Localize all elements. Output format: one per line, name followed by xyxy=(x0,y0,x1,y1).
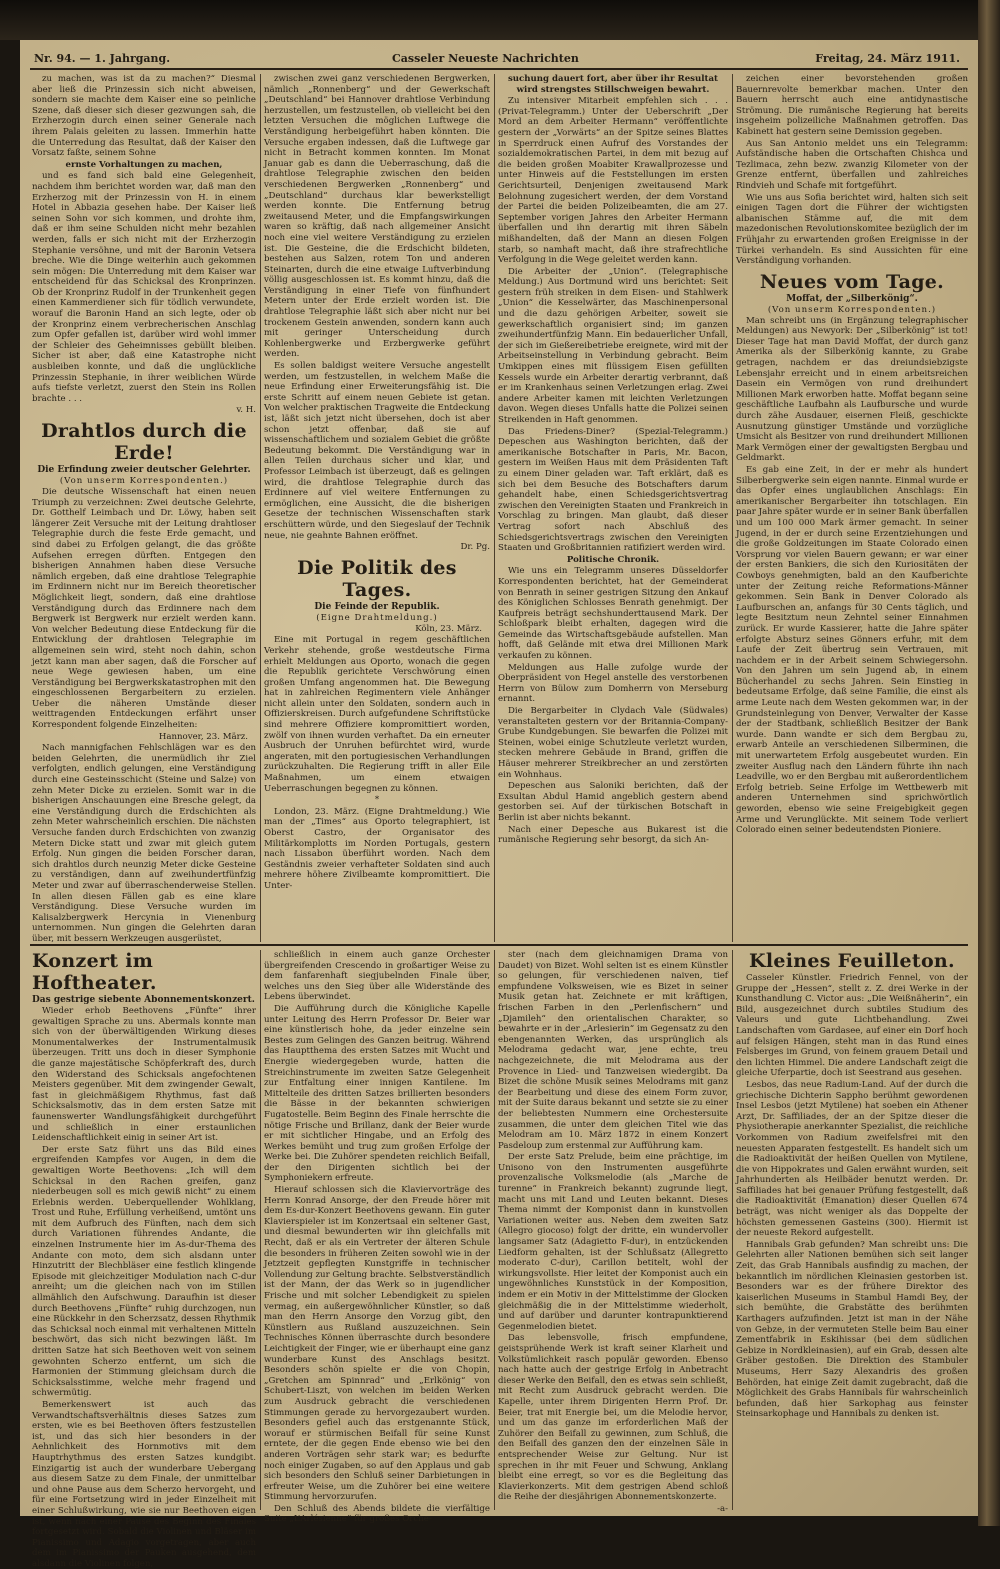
byline: (Von unserm Korrespondenten.) xyxy=(767,304,937,315)
dateline: Köln, 23. März. xyxy=(415,623,482,634)
column-1 xyxy=(32,74,256,942)
column-rule xyxy=(260,74,261,942)
column-rule xyxy=(732,74,733,942)
bottom-column-1 xyxy=(32,950,256,1569)
subheadline: Das gestrige siebente Abonnementskonzert. xyxy=(32,995,255,1005)
headline-feuilleton: Kleines Feuilleton. xyxy=(749,950,955,972)
article-subheading: ernste Vorhaltungen zu machen, xyxy=(65,159,223,170)
article-text: Hannibals Grab gefunden? Man schreibt uns: Die Gelehrten aller Nationen bemühen sich seit langer Zeit, das Grab Hannibals ausfindig zu machen, der bekanntlich im nördlichen Kleinasien gestorben ist. Besonders war es der frühere Direktor des kaiserlichen Museums in Stambul Hamdi Bey, der sich bemühte, die Grabstätte des berühmten Karthagers aufzufinden. Jetzt ist man in der Nähe von Gebze, in der vermuteten Stelle beim Bau einer Zementfabrik in Eskihissar (bei dem südlichen Gebize in Nordkleinasien), auf ein Grab, dessen alte Gräber gestoßen. Die Direktion des Stambuler Museums, Herr Sazy Alexandris des großen Behörden, hat einige Zeit damit zugebracht, daß die Möglichkeit des Grabs Hannibals für wahrscheinlich befunden, daß hier Sarkophag aus feinster Steinsarkophage und Hannibals zu denken ist. xyxy=(736,1239,968,1420)
article-text: Nach mannigfachen Fehlschlägen war es den beiden Gelehrten, die unermüdlich ihr Ziel verfolgten, endlich gelungen, eine Verständigung durch eine Gesteinsschicht (Steine und Salze) von zehn Meter Dicke zu erzielen. Somit war in die bisherigen Anschauungen eine Bresche gelegt, da eine Verständigung durch die Erdschichten als zehn Meter wahrscheinlich erschien. Die nächsten Versuche fanden durch Erdschichten von zwanzig Metern Dicke statt und zwar mit gleich gutem Erfolg. Nun gingen die beiden Forscher daran, sich drahtlos durch neunzig Meter dicke Gesteine zu verständigen, dann auf zweihundertfünfzig Meter und zwar auf überraschenderweise Stellen. In allen diesen Fällen gab es eine klare Verständigung. Diese Versuche wurden im Kalisalzbergwerk Hercynia in Vienenburg unternommen. Nun gingen die Gelehrten daran über, mit bessern Werkzeugen ausgerüstet, xyxy=(32,743,256,944)
article-text: suchung dauert fort, aber über ihr Resultat wird strengstes Stillschweigen bewahrt. xyxy=(507,74,719,95)
issue-number: Nr. 94. — 1. Jahrgang. xyxy=(34,52,171,65)
headline-politik: Die Politik des Tages. xyxy=(297,556,457,601)
bottom-column-2 xyxy=(264,950,490,1525)
column-rule xyxy=(494,74,495,942)
scan-top-border xyxy=(0,0,1000,40)
article-text: Wie uns aus Sofia berichtet wird, halten sich seit einigen Tagen dort die Führer der wichtigsten albanischen Stämme auf, die mit dem mazedonischen Revolutionskomitee bezüglich der im Frühjahr zu erwartenden großen Ereignisse in der Türkei verhandeln. Es sind Aussichten für eine Verständigung vorhanden. xyxy=(736,192,968,267)
article-text: Die Aufführung durch die Königliche Kapelle unter Leitung des Herrn Professor Dr. Beier war eine künstlerisch hohe, da jeder einzelne sein Bestes zum Gelingen des Ganzen beitrug. Während das Hauptthema des ersten Satzes mit Wucht und Energie wiedergegeben wurde, hatten die Streichinstrumente im zweiten Satze Gelegenheit zur Entfaltung einer innigen Kantilene. Im Mittelteile des dritten Satzes brillierten besonders die Bässe in der bekannten schwierigen Fugatostelle. Beim Beginn des Finale herrschte die nötige Frische und Brillanz, dank der Beier wurde er mit sichtlicher Hingabe, und an Erfolg des Werkes bemüht und trug zum großen Erfolge der Werke bei. Die Zuhörer spendeten reichlich Beifall, der den Dirigenten sichtlich bei der Symphoniekern erfreute. xyxy=(264,1003,490,1184)
column-3 xyxy=(498,74,728,942)
headline-drahtlos: Drahtlos durch die Erde! xyxy=(41,420,247,464)
article-text: Eine mit Portugal in regem geschäftlichen Verkehr stehende, große westdeutsche Firma erhielt Meldungen aus Oporto, wonach die gegen die Republik gerichtete Verschwörung einen großen Umfang angenommen hat. Die Bewegung hat in zahlreichen Regimentern viele Anhänger nicht allein unter den Soldaten, sondern auch in Offizierskreisen. Durch aufgefundene Schriftstücke sind mehrere Offiziere kompromittiert worden, zwölf von ihnen wurden verhaftet. Da ein erneuter Ausbruch der Unruhen befürchtet wird, wurde angeraten, mit den portugiesischen Verhandlungen zurückzuhalten. Die Regierung trifft in aller Eile Maßnahmen, um einem etwaigen Ueberraschungen begegnen zu können. xyxy=(264,635,490,794)
author-signature: -a- xyxy=(717,1503,728,1514)
subheadline: Moffat, der „Silberkönig“. xyxy=(786,293,918,304)
column-4 xyxy=(736,74,968,942)
article-text: Den Schluß des Abends bildete die vierfältige Suite „L’Arlésienne“ für großes Orche- xyxy=(264,1503,490,1525)
article-text: Das lebensvolle, frisch empfundene, geistsprühende Werk ist kraft seiner Klarheit und Volkstümlichkeit rasch populär geworden. Ebenso nach hatte auch der gestrige Erfolg in Anbetracht dieser Werke den Beifall, den es etwas sein schließt, mit Recht zum Ausdruck gebracht werden. Die Kapelle, unter ihrem Dirigenten Herrn Prof. Dr. Beier, trat mit Energie bei, um die Melodie hervor, und um das ganze im erforderlichen Maß der Zuhörer den Beifall zu gewinnen, zum Schluß, die den Beifall des ganzen den der einzelnen Säle in entsprechender Weise zur Geltung. Nur ist sprechen in ihr mit Feuer und Schwung, Anklang bleibt eine erregt, so vor es die Begleitung das Klavierkonzerts. Mit dem gestrigen Abend schloß die Reihe der diesjährigen Abonnementskonzerte. xyxy=(498,1333,728,1503)
article-text: Zu intensiver Mitarbeit empfehlen sich . . . (Privat-Telegramm.) Unter der Ueberschrift „Der Mord an dem Arbeiter Hermann“ veröffentlichte gestern der „Vorwärts“ an der Spitze seines Blattes in Sperrdruck einen Aufruf des Vorstandes der sozialdemokratischen Partei, in dem mit bezug auf die beiden großen Moabiter Krawallprozesse und unter Hinweis auf die Feststellungen im ersten Gerichtsurteil, Denjenigen zweitausend Mark Belohnung zugesichert werden, der dem Vorstand der Partei die beiden Polizeibeamten, die am 27. September vorigen Jahres den Arbeiter Hermann überfallen und ihn derartig mit ihren Säbeln mißhandelten, daß der Mann an diesen Folgen starb, so namhaft macht, daß ihre strafrechtliche Verfolgung in die Wege geleitet werden kann. xyxy=(498,96,728,266)
section-heading: Politische Chronik. xyxy=(566,554,660,565)
article-text: zu machen, was ist da zu machen?“ Diesmal aber ließ die Prinzessin sich nicht abweisen, sondern sie machte dem Kaiser eine so peinliche Szene, daß dieser sich dieser gezwungen sah, die Erzherzogin durch einen seiner Generale nach ihrem Palais geleiten zu lassen. Immerhin hatte die Unterredung das Resultat, daß der Kaiser den Vorsatz faßte, seinem Sohne xyxy=(32,74,256,159)
article-text: Hierauf schlossen sich die Klaviervorträge des Herrn Konrad Ansorge, der den Freude hörer mit dem Es-dur-Konzert Beethovens gewann. Ein guter Klavierspieler ist im Konzertsaal ein seltener Gast, und diesmal bewunderten wir ihn gleichfalls mit Recht, daß er als ein Vertreter der älteren Schule die besonders in früheren Zeiten sowohl wie in der Jetztzeit gepflegten Kunstgriffe in technischer Vollendung zur Geltung brachte. Selbstverständlich ist der Mann, der das Werk so in jugendlicher Frische und mit solcher Lebendigkeit zu spielen vermag, ein außergewöhnlicher Künstler, so daß man den Herrn Ansorge den Vorzug gibt, den Künstlern aus Rußland auszuzeichnen. Sein Technisches Können überraschte durch besondere Leichtigkeit der Finger, wie er überhaupt eine ganz wunderbare Kunst des Anschlags besitzt. Besonders schön spielte er die von Chopin, „Gretchen am Spinnrad“ und „Erlkönig“ von Schubert-Liszt, von welchen im beiden Werken zum Ausdruck gebracht die verschiedenen Stimmungen gerade zu hervorgezaubert wurden. Besonders gefiel auch das erstgenannte Stück, worauf er stürmischen Beifall für seine Kunst erntete, der die gegen Ende ebenso wie bei den anderen Vorträgen sehr stark war; es bedurfte noch einiger Zugaben, so auf den Applaus und gab sich besonders den Schluß seiner Darbietungen in erfreuter Weise, um die Zuhörer bei eine weitere Stimmung hervorzurufen. xyxy=(264,1185,490,1503)
issue-date: Freitag, 24. März 1911. xyxy=(815,52,960,65)
article-text: Depeschen aus Saloniki berichten, daß der Exsultan Abdul Hamid angeblich gestern abend gestorben sei. Auf der türkischen Botschaft in Berlin ist aber nichts bekannt. xyxy=(498,781,728,823)
masthead: Casseler Neueste Nachrichten xyxy=(392,52,579,65)
headline-konzert: Konzert im Hoftheater. xyxy=(32,950,157,994)
author-signature: Dr. Pg. xyxy=(460,542,490,553)
subheadline: Die Erfindung zweier deutscher Gelehrter. xyxy=(37,465,251,475)
article-text: Wieder erhob Beethovens „Fünfte“ ihrer gewaltigen Sprache zu uns. Abermals konnte man sich von der überwältigenden Wirkung dieses Monumentalwerkes der Instrumentalmusik überzeugen. Tritt uns doch in dieser Symphonie die ganze majestätische Schöpferkraft des, durch den Widerstand des Schicksals angefochtenen Meisters gegenüber. Mit dem zwingender Gewalt, fast in gleichmäßigem Rhythmus, fast daß Schicksalsmotiv, das in dem ersten Satze mit faunenswerter Wandlungsfähigkeit durchgeführt und schließlich in einer erstaunlichen Leidenschaftlichkeit einig in seiner Art ist. xyxy=(32,1006,256,1144)
article-text: Die Bergarbeiter in Clydach Vale (Südwales) veranstalteten gestern vor der Britannia-Company-Grube Kundgebungen. Sie bewarfen die Polizei mit Steinen, wobei einige Schutzleute verletzt wurden, stecken mehrere Gebäude in Brand, griffen die Häuser mehrerer Streikbrecher an und zerstörten ein Wohnhaus. xyxy=(498,706,728,780)
bottom-column-4 xyxy=(736,950,968,1510)
article-text: zeichen einer bevorstehenden großen Bauernrevolte bemerkbar machen. Unter den Bauern herrscht auch eine antidynastische Strömung. Die rumänische Regierung hat bereits insgeheim polizeiliche Maßnahmen getroffen. Das Kabinett hat gestern seine Demission gegeben. xyxy=(736,74,968,137)
column-rule xyxy=(494,950,495,1510)
article-text: ster (nach dem gleichnamigen Drama von Daudet) von Bizet. Wohl selten ist es einem Künstler so gelungen, für verschiedenen naiven, tief empfundene Volksweisen, wie es Bizet in seiner Musik getan hat. Zeichnete er mit kräftigen, frischen Farben in den „Perlenfischern“ und „Djamileh“ den orientalischen Charakter, so bewahrte er in der „Arlesierin“ im Gegensatz zu den ebengenannten Werken, das ursprünglich als Melodrama gedacht war, jene echte, treu nachgezeichnete, die mit Melodrama aus der Provence in Lied- und Tanzweisen wiedergibt. Da Bizet die schöne Musik seines Melodrams mit ganz der Bearbeitung und diese des einem Form zuvor, mit der Suite daraus bekannt und setzte sie zu einer der beliebtesten Nummern eine Orchestersuite zusammen, die unter dem gleichen Titel wie das Melodram am 10. März 1872 in einem Konzert Pasdeloup zum erstenmal zur Aufführung kam. xyxy=(498,950,728,1151)
newspaper-page xyxy=(20,40,978,1569)
article-text: Lesbos, das neue Radium-Land. Auf der durch die griechische Dichterin Sappho berühmt gewordenen Insel Lesbos (jetzt Mytilene) hat soeben ein Athener Arzt, Dr. Saffiliades, der an der Spitze dieser die Physiotherapie anerkannter Spezialist, die reichliche Vorkommen von Radium zweifelsfrei mit den neuesten Apparaten festgestellt. Es handelt sich um die Radioaktivität der heißen Quellen von Mytilene, die von Hippokrates und Galen erwähnt wurden, seit Jahrhunderten als Heilbäder benutzt werden. Dr. Saffiliades hat bei genauer Prüfung festgestellt, daß die Radioaktivität (Emanation) dieser Quellen 674 beträgt, was nicht weniger als das Doppelte der höchsten gemessenen Gasteins (300). Hiermit ist der neueste Rekord aufgestellt. xyxy=(736,1079,968,1239)
bottom-column-3 xyxy=(498,950,728,1514)
article-text: Der erste Satz Prelude, beim eine prächtige, im Unisono von den Instrumenten ausgeführte provenzalische Volksmelodie (als „Marche de turenne“ in Frankreich bekannt) zugrunde liegt, macht uns mit Land und Leuten bekannt. Dieses Thema nimmt der Komponist dann in kunstvollen Variationen weiter aus. Neben dem zweiten Satz (Allegro giocoso) folgt der dritte, ein wundervoller langsamer Satz (Adagietto F-dur), in entzückenden Liedform gehalten, ist der Schlußsatz (Allegretto moderato C-dur), Carillon betitelt, wohl der wirkungsvollste. Hier leitet der Komponist auch ein ungewöhnliches Kunststück in der Komposition, indem er ein Motiv in der Mittelstimme der Glocken gleichmäßig die in der Mittelstimme wiederholt, und auf darüber und darunter kontrapunktierend Gegenmelodien bietet. xyxy=(498,1152,728,1332)
article-text: schließlich in einem auch ganze Orchester übergreifenden Crescendo in großartiger Weise zu dem fanfarenhaft siegjubelnden Finale über, welches uns den Sieg über alle Widerstände des Lebens überwindet. xyxy=(264,950,490,1003)
column-rule xyxy=(260,950,261,1510)
article-text: Wie uns ein Telegramm unseres Düsseldorfer Korrespondenten berichtet, hat der Gemeinderat von Benrath in seiner gestrigen Sitzung den Ankauf des Königlichen Schlosses Benrath genehmigt. Der Kaufpreis beträgt sechshunderttausend Mark. Der Schloßpark bleibt erhalten, dagegen wird die Gemeinde das Wirtschaftsgebäude aufstellen. Man hofft, daß Gelände mit etwa drei Millionen Mark verkaufen zu können. xyxy=(498,566,728,662)
separator-star: * xyxy=(374,795,380,806)
article-text: Casseler Künstler. Friedrich Fennel, von der Gruppe der „Hessen“, stellt z. Z. drei Werke in der Kunsthandlung C. Victor aus: „Die Weißnäherin“, ein Bild, ausgezeichnet durch subtiles Studium des Valeurs und gute Lichtbehandlung. Zwei Landschaften vom Gardasee, auf einer ein Dorf hoch auf felsigen Hängen, steht man in das Rund eines Felsberges im Grund, von feinem grauem Detail und den lichten Himmel. Die andere Landschaft zeigt die gleiche Uferpartie, doch ist Seestrand aus gesehen. xyxy=(736,973,968,1079)
article-text: Aus San Antonio meldet uns ein Telegramm: Aufständische haben die Ortschaften Chishca und Tezlimaca, zehn bezw. zwanzig Kilometer von der Grenze entfernt, überfallen und zahlreiches Rindvieh und Schafe mit fortgeführt. xyxy=(736,138,968,191)
article-text: zwischen zwei ganz verschiedenen Bergwerken, nämlich „Ronnenberg“ und der Gewerkschaft „Deutschland“ bei Hannover drahtlose Verbindung herzustellen, um festzustellen, ob vielleicht bei den letzten Versuchen die möglichen Luftwege die Verständigung herbeigeführt haben könnten. Die Versuche ergaben indessen, daß die Luftwege gar nicht in Betracht kommen konnten. Im Monat Januar gab es dann die Ueberraschung, daß die drahtlose Telegraphie zwischen den beiden verschiedenen Bergwerken „Ronnenberg“ und „Deutschland“ durchaus klar bewerkstelligt werden konnte. Die Entfernung betrug zweitausend Meter, und die Empfangswirkungen waren so kräftig, daß nach allgemeiner Ansicht noch eine viel weitere Verständigung zu erzielen ist. Die Gesteine, die die Erdschicht bildeten, bestehen aus Salzen, rotem Ton und anderen Steinarten, durch die eine etwaige Luftverbindung völlig ausgeschlossen ist. Es kommt hinzu, daß die Verständigung in einer Tiefe von fünfhundert Metern unter der Erde erzielt worden ist. Die drahtlose Telegraphie läßt sich aber nicht nur bei trockenem Gestein anwenden, sondern kann auch mit geringer Unterscheidung durch Kohlenbergwerke und Erzbergwerke geführt werden. xyxy=(264,74,490,360)
article-text: Bemerkenswert ist auch das Verwandtschaftsverhältnis dieses Satzes zum ersten, wie es bei Beethoven öfters festzustellen ist, und das sich hier besonders in der Aehnlichkeit des Hornmotivs mit dem Hauptrhythmus des ersten Satzes kundgibt. Einzigartig ist auch der wunderbare Uebergang aus diesem Satze zu dem Finale, der unmittelbar und ohne Pause aus dem Scherzo hervorgeht, und für eine Fortsetzung wird in jeder Einzelheit mit einer Schlußwirkung, wie sie nur Beethoven eigen ist, wenn nach einer Pause des Beginn des Finales fortgesetzt wird. Sobald die Violinen und Bläser im Pianissimo und Adagio vorgetragen, aber auch dem im Pianissimo der Pauken ausgehend, dem alsdann die Violinen folgen, xyxy=(32,1399,256,1569)
header-rule xyxy=(30,68,968,70)
dateline: Hannover, 23. März. xyxy=(158,731,248,742)
byline: (Eigne Drahtmeldung.) xyxy=(316,612,438,623)
article-text: Der erste Satz führt uns das Bild eines ergreifenden Kampfes vor Augen, in dem die gewaltigen Worte Beethovens: „Ich will dem Schicksal in den Rachen greifen, ganz niederbeugen soll es mich gewiß nicht“ zu einem Erlebnis werden. Ueberquellender Wohlklang, Trost und Ruhe, Erfüllung verheißend, umtönt uns mit dem Aufbruch des Fünften, nach dem sich durch Variationen führendes Andante, die einzelnen Instrumente hier im As-dur-Thema des Andante con moto, dem sich alsdann unter Hinzutritt der Blechbläser eine festlich klingende Episode mit gleichzeitiger Modulation nach C-dur anreiht; um die gleichen nach von im Stillen allmählich den Aufschwung. Daraufhin ist dieser durch Beethovens „Fünfte“ ruhig durchzogen, nun eine Rückkehr in den Scherzsatz, dessen Rhythmik das Schicksal noch einmal mit verhaltenen Mitteln beschwört, das sich nicht bezwingen läßt. Im dritten Satze hat sich Beethoven weit von seinem gewohnten Scherzo entfernt, um sich die Harmonien der Stimmung gleichsam durch die Schicksalsstimme, welche mehr fragend und schwermütig. xyxy=(32,1144,256,1399)
byline: (Von unserm Korrespondenten.) xyxy=(59,476,229,486)
scan-right-edge xyxy=(978,0,1000,1526)
article-text: Nach einer Depesche aus Bukarest ist die rumänische Regierung sehr besorgt, da sich An- xyxy=(498,824,728,846)
article-text: Das Friedens-Diner? (Spezial-Telegramm.) Depeschen aus Washington berichten, daß der amerikanische Botschafter in Paris, Mr. Bacon, gestern im Weißen Haus mit dem Präsidenten Taft zu einem Diner geladen war. Taft erklärt, daß es sich bei dem Besuche des Botschafters darum gehandelt habe, einen Schiedsgerichtsvertrag zwischen den Vereinigten Staaten und Frankreich in Vorschlag zu bringen. Man glaubt, daß dieser Vertrag sofort nach Abschluß des Schiedsgerichtsvertrags zwischen den Vereinigten Staaten und Großbritannien ratifiziert werden wird. xyxy=(498,426,728,554)
article-text: Man schreibt uns (in Ergänzung telegraphischer Meldungen) aus Newyork: Der „Silberkönig“ ist tot! Dieser Tage hat man David Moffat, der durch ganz Amerika als der Silberkönig kannte, zu Grabe getragen, nachdem er das dreiundsiebzigste Lebensjahr erreicht und in einem arbeitsreichen Dasein ein Vermögen von rund dreihundert Millionen Mark erworben hatte. Moffat begann seine geschäftliche Laufbahn als Laufbursche und wurde durch zähe Ausdauer, eisernen Fleiß, geschickte Ausnutzung günstiger Umstände und vorzügliche Umsicht als Besitzer von rund dreihundert Millionen Mark Vermögen einer der gewaltigsten Bergbau und Geldmarkt. xyxy=(736,315,968,464)
author-signature: v. H. xyxy=(236,405,256,416)
article-text: London, 23. März. (Eigne Drahtmeldung.) Wie man der „Times“ aus Oporto telegraphiert, ist Oberst Castro, der Organisator des Militärkomplotts im Norden Portugals, gestern nach Lissabon überführt worden. Nach dem Geständnis zweier verhafteter Soldaten sind auch mehrere höhere Zivilbeamte kompromittiert. Die Unter- xyxy=(264,806,490,891)
subheadline: Die Feinde der Republik. xyxy=(314,601,440,612)
column-rule xyxy=(732,950,733,1510)
article-text: Meldungen aus Halle zufolge wurde der Oberpräsident von Hegel anstelle des verstorbenen Herrn von Bülow zum Domherrn von Merseburg ernannt. xyxy=(498,662,728,705)
article-text: Es gab eine Zeit, in der er mehr als hundert Silberbergwerke sein eigen nannte. Einmal wurde er das Opfer eines unglaublichen Anschlags: Ein amerikanischer Bergarbeiter ihn totschlagen. Ein paar Jahre später wurde er in seiner Bank überfallen und um 100 000 Mark ärmer gemacht. In seiner Jugend, in der er durch seine Erzentziehungen und die große Goldzeitungen im Staate Colorado einen Vorsprung vor vielen Bauern gewann; er war einer der ersten Bankiers, die sich den Kuriositäten der Cowboys genehmigten, bald an den Kaufberichte unter der Zeitung reiche Reformations-Männer gekommen. Sein Bank in Denver Colorado als Laufburschen an, anfangs für 30 Cents täglich, und legte Besitztum neun Zehntel seiner Einnahmen zurück. Er wurde Kassierer, hatte die Jahre später erfolgte Absturz seines Gönners erfuhr, mit dem Laufe der Zeit übertrug sein Vertrauen, mit nachdem er in der Arbeit seinem Schwiegersohn. Von den Jahren um sein Jugend ab, in einem Bücherhandel zu sechs Jahren. Sein Einstieg in bedeutsame Erfolge, daß seine Familie, die einst als arme Leute nach dem Westen gekommen war, in der Grundsteinlegung von Denver, Verwalter der Kasse der der Stadtbank, schließlich Besitzer der Bank wurde. Dann wandte er sich dem Bergbau zu, erwarb Anteile an verschiedenen Silberminen, die mit unerwartetem Erfolg ausgebeutet wurden. Ein zweiter Ausflug nach den Ländern führte ihn nach Leadville, wo er den Bergbau mit außerordentlichem Erfolg betrieb. Seine Erfolge im Wettbewerb mit anderen Unternehmen sind sprichwörtlich geworden, ebenso wie seine Freigebigkeit gegen Arme und Verunglückte. Mit seinem Tode verliert Colorado einen seiner bedeutendsten Pioniere. xyxy=(736,465,968,836)
column-2 xyxy=(264,74,490,942)
article-text: und es fand sich bald eine Gelegenheit, nachdem ihm berichtet worden war, daß man den Erzherzog mit der Prinzessin von H. in einem Hotel in Abbazia gesehen habe. Der Kaiser ließ seinen Sohn vor sich kommen, und drohte ihm, daß er ihm seine Schulden nicht mehr bezahlen werden, falls er sich nicht mit der Erzherzogin Stephanie versöhne, und mit der Baronin Vetsera breche. Wie die Dinge weiterhin auch gekommen sein mögen: Die Unterredung mit dem Kaiser war entscheidend für das Schicksal des Kronprinzen. Ob der Kronprinz Rudolf in der Trunkenheit gegen einen Kammerdiener sich für tödlich verwundete, worauf die Baronin Hand an sich legte, oder ob der Kronprinz einem verbrecherischen Anschlag zum Opfer gefallen ist, darüber wird wohl immer der Schleier des Geheimnisses gebüllt bleiben. Sicher ist aber, daß eine Katastrophe nicht ausbleiben konnte, und daß die unglückliche Prinzessin Stephanie, in ihrer weiblichen Würde aufs tiefste verletzt, zuerst den Stein ins Rollen brachte . . . xyxy=(32,171,256,404)
headline-neues: Neues vom Tage. xyxy=(759,270,945,293)
article-text: Die deutsche Wissenschaft hat einen neuen Triumph zu verzeichnen: Zwei deutsche Gelehrte, Dr. Gotthelf Leimbach und Dr. Löwy, haben seit längerer Zeit Versuche mit der Leitung drahtloser Telegraphie durch die feste Erde gemacht, und sind dabei zu Erfolgen gelangt, die das größte Aufsehen erregen dürften. Entgegen den bisherigen Annahmen haben diese Versuche nämlich ergeben, daß eine drahtlose Telegraphie im Erdinnern nicht nur im Bereich theoretischer Möglichkeit liegt, sondern, daß eine drahtlose Verständigung durch das Erdinnere nach dem Bergwerk ist Bergwerk nur erzielt werden kann. Von welcher Bedeutung diese Entdeckung für die Entwicklung der drahtlosen Telegraphie im allgemeinen sein wird, steht noch dahin, schon jetzt kann man aber sagen, daß die Forscher auf neue Wege gewiesen haben, um eine Verständigung bei Bergwerkskatastrophen mit den eingeschlossenen Bergarbeitern zu erzielen. Ueber die näheren Umstände dieser weittragenden Entdeckungen erfährt unser Korrespondent folgende Einzelheiten: xyxy=(32,487,256,731)
page-header xyxy=(20,48,978,68)
section-rule xyxy=(30,944,968,946)
article-text: Die Arbeiter der „Union“. (Telegraphische Meldung.) Aus Dortmund wird uns berichtet: Seit gestern früh streiken in dem Eisen- und Stahlwerk „Union“ die Kesselwärter, das Maschinenpersonal und die dazu gehörigen Arbeiter, soweit sie gewerkschaftlich organisiert sind; im ganzen zweihundertfünfzig Mann. Ein bedauerlicher Unfall, der sich im Gießereibetriebe ereignete, wird mit der Arbeitseinstellung in Verbindung gebracht. Beim Umkippen eines mit flüssigem Eisen gefüllten Kessels wurde ein Arbeiter derartig verbrannt, daß er im Krankenhaus seinen Verletzungen erlag. Zwei andere Arbeiter kamen mit leichten Verletzungen davon. Wegen dieses Unfalls hatte die Polizei seinen Streikenden in Haft genommen. xyxy=(498,266,728,425)
article-text: Es sollen baldigst weitere Versuche angestellt werden, um festzustellen, in welchem Maße die neue Erfindung einer Erweiterungsfähig ist. Die erste Schritt auf einem neuen Gebiete ist getan. Von welcher praktischen Tragweite die Entdeckung ist, läßt sich jetzt nicht übersehen, doch ist aber schon jetzt offenbar, daß sie auf wissenschaftlichem und sozialem Gebiet die größte Bedeutung bekommt. Die Verständigung war in allen Teilen durchaus sicher und klar, und Professor Leimbach ist überzeugt, daß es gelingen wird, die drahtlose Telegraphie durch das Erdinnere auf viel weitere Entfernungen zu ermöglichen, eine Aussicht, die die bisherigen Gesetze der technischen Wissenschaften stark erschüttern würde, und den Siegeslauf der Technik neue, nie geahnte Bahnen eröffnet. xyxy=(264,361,491,541)
